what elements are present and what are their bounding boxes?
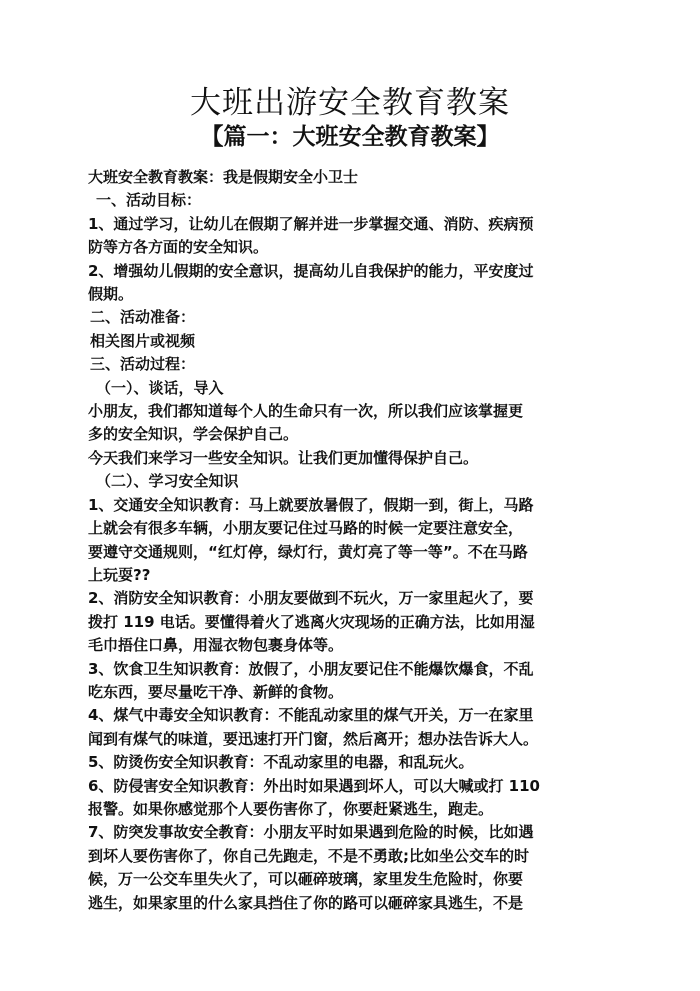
text-line: 5、防烫伤安全知识教育：不乱动家里的电器，和乱玩火。: [88, 753, 474, 772]
text-line: 毛巾捂住口鼻，用湿衣物包裹身体等。: [88, 636, 344, 655]
text-line: 4、煤气中毒安全知识教育：不能乱动家里的煤气开关，万一在家里: [88, 706, 534, 725]
section-heading: 一、活动目标：: [96, 191, 202, 210]
document-title: 大班出游安全教育教案: [190, 85, 510, 121]
text-line: 3、饮食卫生知识教育：放假了，小朋友要记住不能爆饮爆食，不乱: [88, 659, 534, 678]
text-line: 今天我们来学习一些安全知识。让我们更加懂得保护自己。: [88, 448, 479, 467]
text-line: 上就会有很多车辆，小朋友要记住过马路的时候一定要注意安全，: [88, 519, 524, 538]
section-heading: 三、活动过程：: [90, 355, 196, 374]
text-line: 2、增强幼儿假期的安全意识，提高幼儿自我保护的能力，平安度过: [88, 261, 534, 280]
section-heading: 二、活动准备：: [90, 308, 196, 327]
text-line: 相关图片或视频: [90, 331, 196, 350]
text-line: 假期。: [88, 285, 134, 304]
text-line: 小朋友，我们都知道每个人的生命只有一次，所以我们应该掌握更: [88, 402, 524, 421]
text-line: 6、防侵害安全知识教育：外出时如果遇到坏人，可以大喊或打 110: [88, 776, 540, 795]
text-line: 防等方各方面的安全知识。: [88, 238, 269, 257]
text-line: 1、交通安全知识教育：马上就要放暑假了，假期一到，街上，马路: [88, 495, 534, 514]
text-line: 拨打 119 电话。要懂得着火了逃离火灾现场的正确方法，比如用湿: [88, 612, 535, 631]
text-line: 1、通过学习，让幼儿在假期了解并进一步掌握交通、消防、疾病预: [88, 214, 534, 233]
text-line: 大班安全教育教案：我是假期安全小卫士: [88, 168, 359, 186]
text-line: 到坏人要伤害你了，你自己先跑走，不是不勇敢;比如坐公交车的时: [88, 846, 530, 865]
text-line: 2、消防安全知识教育：小朋友要做到不玩火，万一家里起火了，要: [88, 589, 534, 608]
text-line: 报警。如果你感觉那个人要伤害你了，你要赶紧逃生，跑走。: [88, 799, 494, 818]
text-line: 7、防突发事故安全教育：小朋友平时如果遇到危险的时候，比如遇: [88, 823, 534, 842]
text-line: 候，万一公交车里失火了，可以砸碎玻璃，家里发生危险时，你要: [88, 870, 524, 889]
text-line: 上玩耍??: [88, 565, 151, 584]
text-line: 逃生，如果家里的什么家具挡住了你的路可以砸碎家具逃生，不是: [88, 893, 524, 912]
text-line: 闻到有煤气的味道，要迅速打开门窗，然后离开；想办法告诉大人。: [88, 729, 539, 748]
subsection-heading: （二）、学习安全知识: [96, 472, 239, 491]
document-subtitle: 【篇一：大班安全教育教案】: [200, 123, 500, 150]
subsection-heading: （一）、谈话，导入: [96, 378, 224, 397]
text-line: 要遵守交通规则，“红灯停，绿灯行，黄灯亮了等一等”。不在马路: [88, 542, 528, 561]
text-line: 多的安全知识，学会保护自己。: [88, 425, 299, 444]
document-body: [88, 166, 628, 915]
text-line: 吃东西，要尽量吃干净、新鲜的食物。: [88, 682, 344, 701]
